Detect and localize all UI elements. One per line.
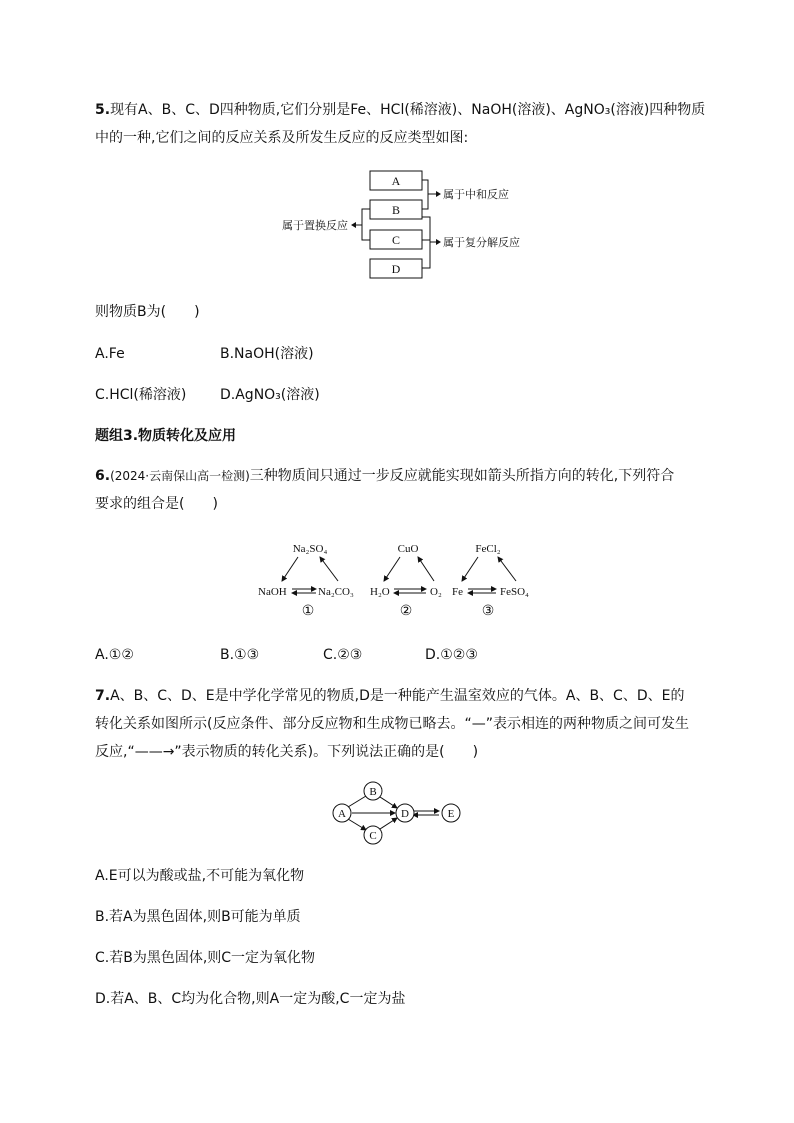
q5-option-b: B.NaOH(溶液) [220, 346, 314, 362]
q7-edge-a-b [348, 796, 366, 807]
q5-arrowhead-neutralization [436, 191, 441, 197]
q5-bracket-displacement [356, 209, 370, 240]
q5-label-neutralization: 属于中和反应 [443, 188, 509, 201]
q7-edge-b-d [380, 797, 397, 808]
q7-option-d: D.若A、B、C均为化合物,则A一定为酸,C一定为盐 [95, 991, 406, 1007]
q6-g2-mark: ② [399, 604, 413, 619]
q7-line2: 转化关系如图所示(反应条件、部分反应物和生成物已略去。“—”表示相连的两种物质之间可发生 [95, 716, 689, 732]
q5-option-d: D.AgNO₃(溶液) [220, 387, 320, 403]
q5-arrowhead-double-decomp [436, 239, 441, 245]
q7-option-a: A.E可以为酸或盐,不可能为氧化物 [95, 868, 305, 884]
q5-number: 5. [95, 102, 111, 118]
q6-option-c: C.②③ [323, 647, 363, 663]
q5-stem: 则物质B为( ) [95, 304, 200, 320]
q7-edge-c-d [380, 818, 397, 829]
q6-g3-arrow-top-left [462, 557, 478, 581]
q6-number: 6. [95, 468, 111, 484]
q7-node-b-label: B [369, 786, 377, 798]
q5-label-displacement: 属于置换反应 [282, 219, 348, 232]
q6-line2: 要求的组合是( ) [95, 496, 218, 512]
q7-node-d-label: D [401, 808, 409, 820]
q7-text-line1: A、B、C、D、E是中学化学常见的物质,D是一种能产生温室效应的气体。A、B、C、D、E的 [110, 688, 685, 704]
q7-line1 [95, 686, 684, 706]
section-title: 题组3.物质转化及应用 [95, 428, 237, 444]
q5-bracket-double-decomp [422, 217, 436, 268]
q6-g1-top: Na₂SO₄ [292, 543, 328, 555]
q6-g2-left: H₂O [370, 586, 390, 598]
q6-g1-arrow-right-top [320, 557, 338, 581]
q5-line1 [95, 100, 705, 120]
q5-text-line1: 现有A、B、C、D四种物质,它们分别是Fe、HCl(稀溶液)、NaOH(溶液)、AgNO₃(溶液)四种物质 [110, 102, 706, 118]
q6-option-b: B.①③ [220, 647, 260, 663]
q7-line3: 反应,“——→”表示物质的转化关系)。下列说法正确的是( ) [95, 744, 479, 760]
q5-label-double-decomp: 属于复分解反应 [443, 236, 520, 249]
q6-option-a: A.①② [95, 647, 134, 663]
q5-bracket-neutralization [422, 180, 436, 209]
q6-g2-arrow-top-left [384, 557, 400, 581]
q7-option-b: B.若A为黑色固体,则B可能为单质 [95, 909, 301, 925]
q7-relation-diagram [325, 778, 470, 848]
q6-g1-mark: ① [301, 604, 315, 619]
q6-g3-mark: ③ [481, 604, 495, 619]
q5-option-a: A.Fe [95, 346, 125, 362]
q6-option-d: D.①②③ [425, 647, 478, 663]
q5-box-b-label: B [391, 203, 401, 217]
q6-g1-left: NaOH [258, 586, 287, 598]
q5-option-c: C.HCl(稀溶液) [95, 387, 187, 403]
q6-g1-right: Na₂CO₃ [318, 586, 354, 598]
q6-g3-left: Fe [452, 586, 463, 598]
q6-g2-top: CuO [397, 543, 419, 555]
q6-g3-top: FeCl₂ [475, 543, 501, 555]
q7-number: 7. [95, 688, 111, 704]
q6-conversion-diagram [250, 535, 550, 620]
q7-option-c: C.若B为黑色固体,则C一定为氧化物 [95, 950, 316, 966]
q5-line2: 中的一种,它们之间的反应关系及所发生反应的反应类型如图: [95, 130, 469, 146]
q7-node-c-label: C [369, 830, 377, 842]
q7-edge-a-c [348, 819, 366, 830]
q5-box-d-label: D [391, 262, 401, 276]
q5-reaction-diagram [260, 165, 540, 290]
q6-source: (2024·云南保山高一检测) [110, 469, 250, 483]
q6-g2-arrow-right-top [418, 557, 434, 581]
q7-node-a-label: A [338, 808, 346, 820]
q5-arrowhead-displacement [351, 222, 356, 228]
q6-text-line1: 三种物质间只通过一步反应就能实现如箭头所指方向的转化,下列符合 [249, 468, 675, 484]
q7-node-e-label: E [447, 808, 455, 820]
q6-line1 [95, 466, 674, 486]
q6-g3-right: FeSO₄ [500, 586, 529, 598]
q5-box-c-label: C [391, 233, 401, 247]
q6-g2-right: O₂ [430, 586, 442, 598]
q6-g3-arrow-right-top [498, 557, 516, 581]
q5-box-a-label: A [391, 174, 401, 188]
q6-g1-arrow-top-left [282, 557, 298, 581]
